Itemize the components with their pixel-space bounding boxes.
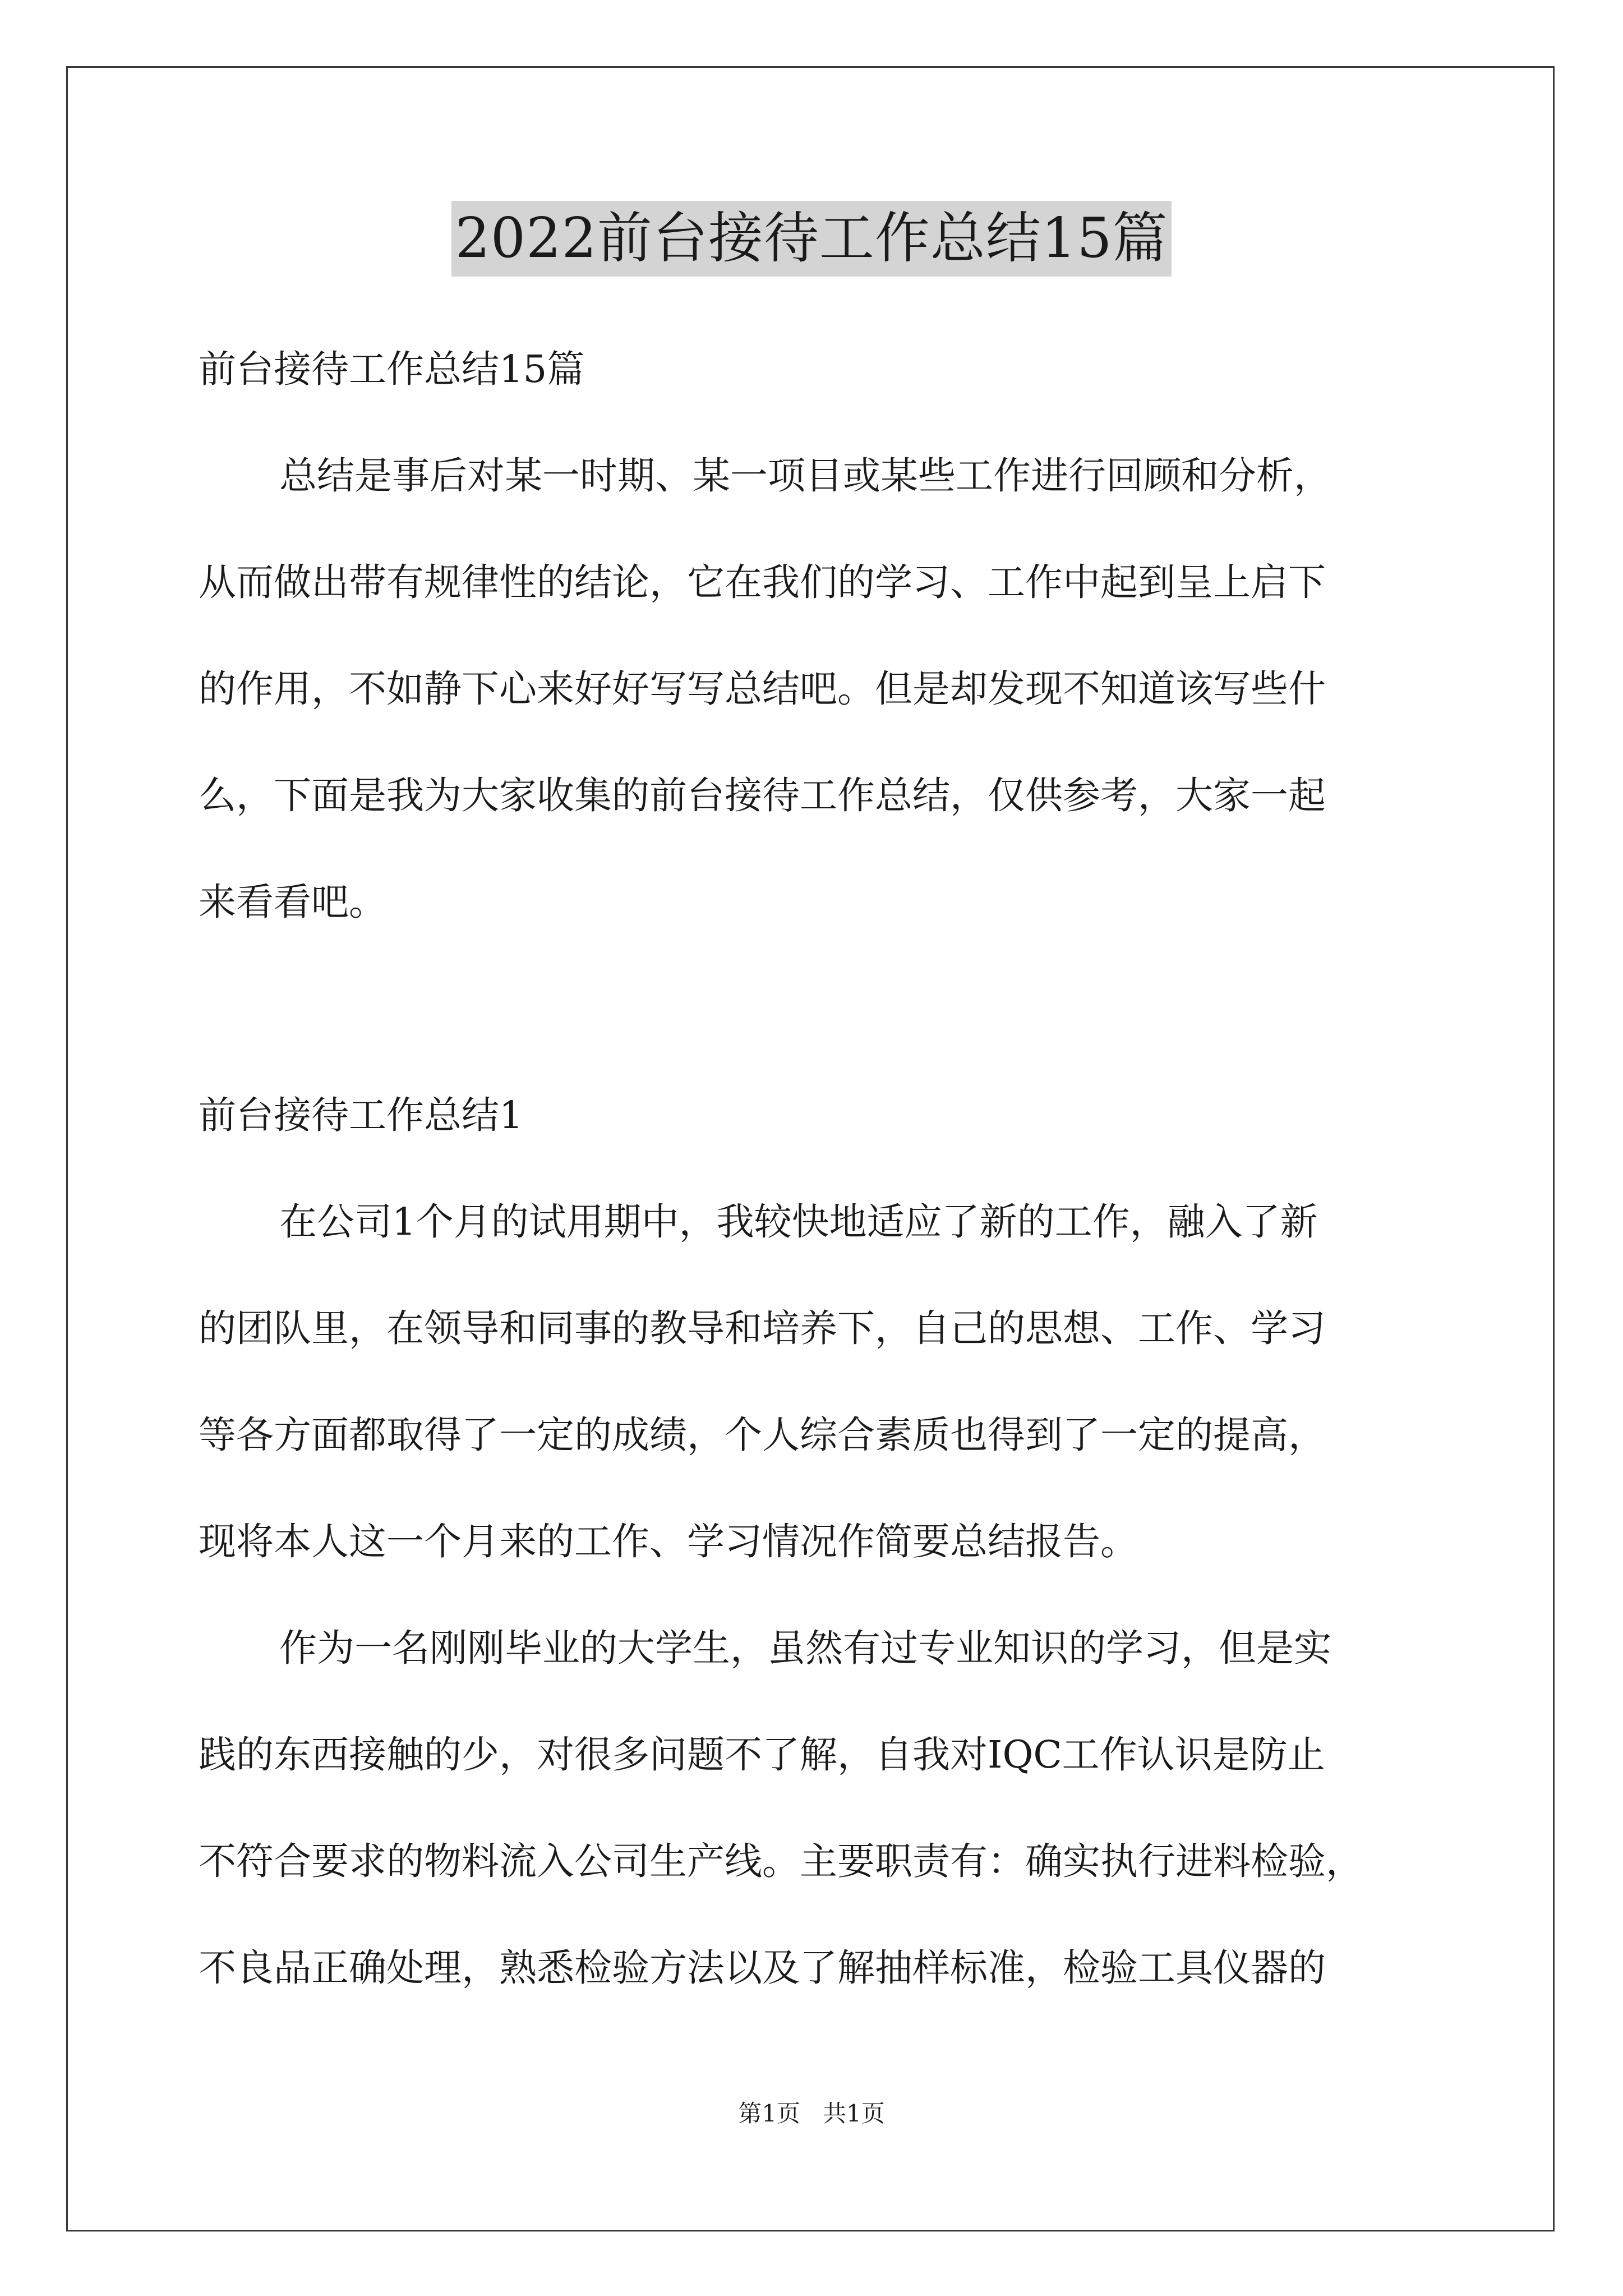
paragraph-line: 作为一名刚刚毕业的大学生，虽然有过专业知识的学习，但是实 <box>279 1626 1331 1670</box>
page-footer <box>0 2097 1623 2131</box>
document-subtitle: 前台接待工作总结15篇 <box>199 347 585 391</box>
paragraph-line: 在公司1个月的试用期中，我较快地适应了新的工作，融入了新 <box>279 1200 1318 1244</box>
section1-paragraph-2 <box>199 1595 1427 2021</box>
paragraph-line: 等各方面都取得了一定的成绩，个人综合素质也得到了一定的提高， <box>199 1413 1326 1457</box>
page-number-current: 第1页 <box>738 2100 800 2127</box>
title-container <box>0 201 1623 277</box>
document-title: 2022前台接待工作总结15篇 <box>451 201 1171 277</box>
paragraph-line: 的作用，不如静下心来好好写写总结吧。但是却发现不知道该写些什 <box>199 667 1326 711</box>
paragraph-line: 的团队里，在领导和同事的教导和培养下，自己的思想、工作、学习 <box>199 1306 1326 1350</box>
paragraph-line: 从而做出带有规律性的结论，它在我们的学习、工作中起到呈上启下 <box>199 560 1326 604</box>
section1-paragraph-1 <box>199 1168 1427 1595</box>
section-heading: 前台接待工作总结1 <box>199 1093 523 1137</box>
intro-paragraph <box>199 422 1427 955</box>
paragraph-line: 来看看吧。 <box>199 880 386 924</box>
paragraph-line: 现将本人这一个月来的工作、学习情况作简要总结报告。 <box>199 1520 1138 1563</box>
paragraph-line: 总结是事后对某一时期、某一项目或某些工作进行回顾和分析， <box>279 454 1331 498</box>
page-number-total: 共1页 <box>823 2100 885 2127</box>
paragraph-line: 不良品正确处理，熟悉检验方法以及了解抽样标准，检验工具仪器的 <box>199 1946 1326 1990</box>
paragraph-line: 么，下面是我为大家收集的前台接待工作总结，仅供参考，大家一起 <box>199 774 1326 817</box>
paragraph-line: 不符合要求的物料流入公司生产线。主要职责有：确实执行进料检验， <box>199 1839 1363 1883</box>
paragraph-line: 践的东西接触的少，对很多问题不了解，自我对IQC工作认识是防止 <box>199 1733 1325 1777</box>
